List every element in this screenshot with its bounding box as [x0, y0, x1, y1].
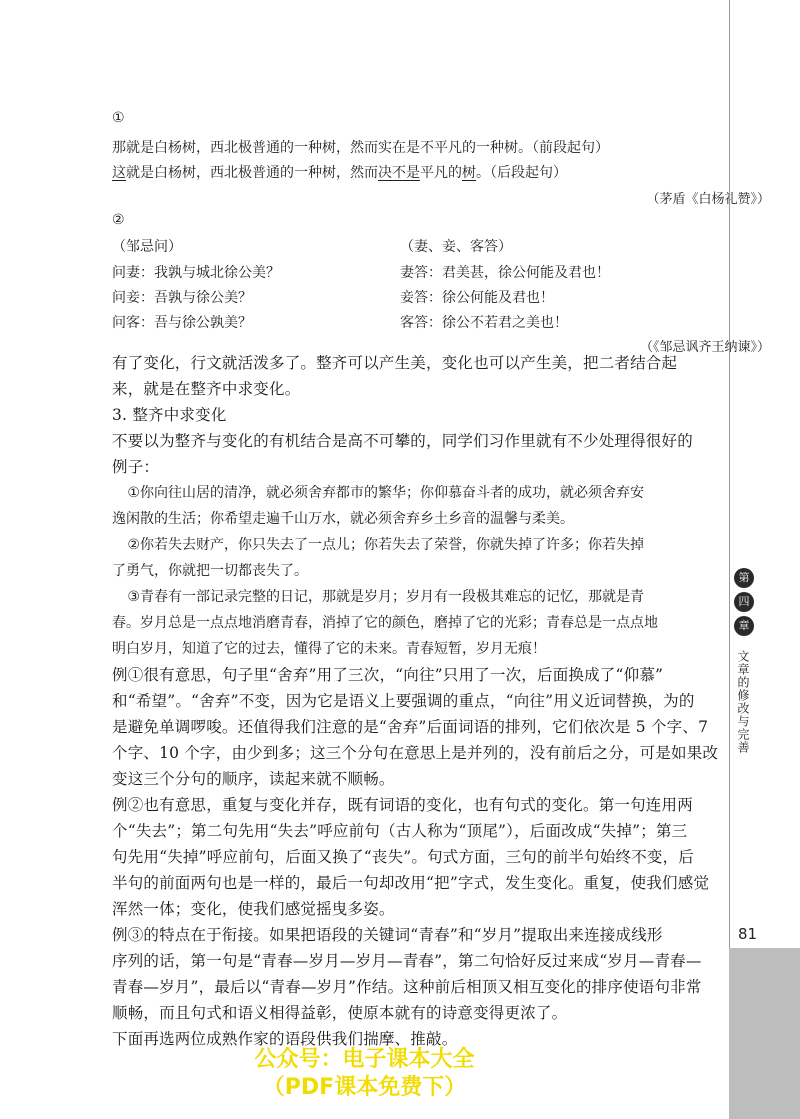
chapter-char: 四: [734, 592, 754, 612]
page-number: 81: [738, 925, 758, 943]
student-example-2: ②你若失去财产，你只失去了一点儿；你若失去了荣誉，你就失掉了许多；你若失掉 了勇气，你就把一切都丧失了。: [112, 537, 644, 579]
example-2-question: 问客：吾与徐公孰美？: [112, 315, 252, 331]
example-2-answer: 妻答：君美甚，徐公何能及君也！: [400, 265, 610, 281]
example-2-source: （《邹忌讽齐王纳谏》）: [639, 340, 770, 355]
paragraph-change: 有了变化，行文就活泼多了。整齐可以产生美，变化也可以产生美，把二者结合起 来，就是在整齐中求变化。: [112, 354, 678, 398]
example-2-answer: 妾答：徐公何能及君也！: [400, 290, 554, 306]
example-1-line-2: 这就是白杨树，西北极普通的一种树，然而决不是平凡的树。（后段起句）: [112, 165, 567, 181]
example-2-question: 问妻：我孰与城北徐公美？: [112, 265, 280, 281]
example-1-source: （茅盾《白杨礼赞》）: [646, 192, 770, 207]
watermark: [0, 1046, 729, 1102]
student-example-1: ①你向往山居的清净，就必须舍弃都市的繁华；你仰慕奋斗者的成功，就必须舍弃安 逸闲散的生活；你希望走遍千山万水，就必须舍弃乡土乡音的温馨与柔美。: [112, 485, 644, 527]
student-example-3: ③青春有一部记录完整的日记，那就是岁月；岁月有一段极其难忘的记忆，那就是青 春。岁月总是一点点地消磨青春，消掉了它的颜色，磨掉了它的光彩；青春总是一点点地 明白岁月，知道了它的过去，懂得了它的未来。青春短暂，岁月无痕！: [112, 589, 658, 657]
example-2-right-heading: （妻、妾、客答）: [400, 239, 512, 255]
closing-paragraph: 下面再选两位成熟作家的语段供我们揣摩、推敲。: [112, 1030, 458, 1048]
watermark-line-2: （PDF课本免费下）: [262, 1075, 467, 1100]
example-2-marker: ②: [112, 212, 125, 228]
analysis-paragraph-1: 例①很有意思，句子里“舍弃”用了三次，“向往”只用了一次，后面换成了“仰慕” 和“希望”。“舍弃”不变，因为它是语义上要强调的重点，“向往”用义近词替换，为的 是避免单调啰唆。还值得我们注意的是“舍弃”后面词语的排列，它们依次是 5 个字、7 个字、10 个字，由少到多；这三个分句在意思上是并列的，没有前后之分，可是如果改 变这三个分句的顺序，读起来就不顺畅。: [112, 666, 719, 788]
chapter-title: 文章的修改与完善: [736, 650, 750, 754]
watermark-line-1: 公众号：电子课本大全: [254, 1047, 475, 1072]
sidebar-grey-block: [729, 948, 800, 1119]
chapter-char: 章: [734, 616, 754, 636]
section-heading: 3. 整齐中求变化: [112, 406, 227, 424]
analysis-paragraph-2: 例②也有意思，重复与变化并存，既有词语的变化，也有句式的变化。第一句连用两 个“失去”；第二句先用“失去”呼应前句（古人称为“顶尾”），后面改成“失掉”；第三 句先用“失掉”呼应前句，后面又换了“丧失”。句式方面，三句的前半句始终不变，后 半句的前面两句也是一样的，最后一句却改用“把”字式，发生变化。重复，使我们感觉 浑然一体；变化，使我们感觉摇曳多姿。: [112, 796, 710, 918]
chapter-char: 第: [734, 568, 754, 588]
example-2-answer: 客答：徐公不若君之美也！: [400, 315, 568, 331]
example-2-question: 问妾：吾孰与徐公美？: [112, 290, 252, 306]
paragraph-intro: 不要以为整齐与变化的有机结合是高不可攀的，同学们习作里就有不少处理得很好的 例子：: [112, 432, 693, 476]
example-1-line-1: 那就是白杨树，西北极普通的一种树，然而实在是不平凡的一种树。（前段起句）: [112, 140, 609, 156]
example-2-left-heading: （邹忌问）: [112, 239, 182, 255]
chapter-badge: [733, 568, 755, 636]
analysis-paragraph-3: 例③的特点在于衔接。如果把语段的关键词“青春”和“岁月”提取出来连接成线形 序列的话，第一句是“青春—岁月—岁月—青春”，第二句恰好反过来成“岁月—青春— 青春—岁月”，最后以“青春—岁月”作结。这种前后相顶又相互变化的排序使语句非常 顺畅，而且句式和语义相得益彰，使原本就有的诗意变得更浓了。: [112, 926, 702, 1022]
example-1-marker: ①: [112, 110, 125, 126]
